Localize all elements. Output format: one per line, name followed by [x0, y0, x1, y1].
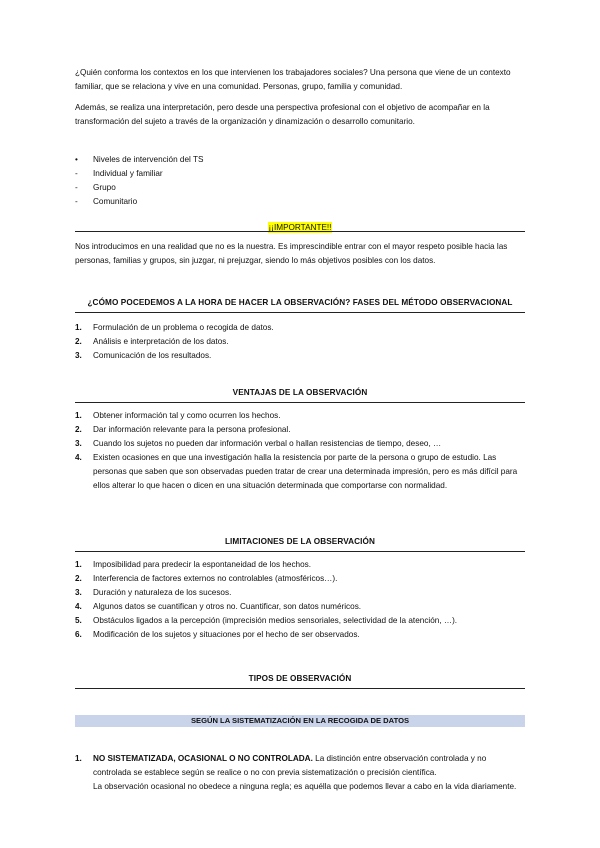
list-item	[75, 409, 525, 423]
list-item	[75, 335, 525, 349]
systematization-band: SEGÚN LA SISTEMATIZACIÓN EN LA RECOGIDA DE DATOS	[75, 715, 525, 727]
list-item	[75, 614, 525, 628]
list-item-text: Obtener información tal y como ocurren los hechos.	[93, 411, 281, 420]
list-item-text: Cuando los sujetos no pueden dar información verbal o hallan resistencias de tiempo, deseo, …	[93, 439, 442, 448]
divider	[75, 312, 525, 313]
list-item-text: Grupo	[93, 183, 116, 192]
limitations-list	[75, 558, 525, 642]
list-number: 5.	[75, 616, 82, 625]
list-item-text: Niveles de intervención del TS	[93, 155, 204, 164]
list-number: 3.	[75, 588, 82, 597]
types-item-1	[75, 752, 525, 794]
list-item	[75, 181, 525, 195]
types-heading: TIPOS DE OBSERVACIÓN	[248, 674, 352, 683]
list-item	[75, 195, 525, 209]
types-item-1-lead: NO SISTEMATIZADA, OCASIONAL O NO CONTROLADA.	[93, 754, 313, 763]
list-item-text: Imposibilidad para predecir la espontaneidad de los hechos.	[93, 560, 312, 569]
important-label: ¡¡IMPORTANTE!!	[268, 223, 332, 232]
list-item-text: Comunicación de los resultados.	[93, 351, 212, 360]
list-item-text: Interferencia de factores externos no controlables (atmosféricos…).	[93, 574, 338, 583]
list-number: 2.	[75, 337, 82, 346]
list-item	[75, 558, 525, 572]
intro-question-paragraph: ¿Quién conforma los contextos en los que intervienen los trabajadores sociales? Una persona que viene de un contexto familiar, que se relaciona y vive en una comunidad. Personas, grupo, familia y comunidad.	[75, 68, 511, 91]
advantages-heading: VENTAJAS DE LA OBSERVACIÓN	[232, 388, 368, 397]
types-item-1-text: La distinción entre observación controlada y no controlada se establece según se realice o no con previa sistematización o precisión científica.	[93, 754, 487, 777]
divider	[75, 688, 525, 689]
divider	[75, 402, 525, 403]
list-item	[75, 628, 525, 642]
list-item-text: Formulación de un problema o recogida de datos.	[93, 323, 274, 332]
types-item-1-extra: La observación ocasional no obedece a ninguna regla; es aquélla que podemos llevar a cabo en la vida diariamente.	[93, 782, 517, 791]
list-item-text: Comunitario	[93, 197, 138, 206]
list-item	[75, 321, 525, 335]
list-number: 4.	[75, 602, 82, 611]
list-number: 3.	[75, 439, 82, 448]
list-item-text: Existen ocasiones en que una investigación halla la resistencia por parte de la persona o grupo de estudio. Las personas que saben que son observadas pueden tratar de crear una determinada impresión, pero es más difícil para ellos alterar lo que hacen o dicen en una situación determinada que comportarse con normalidad.	[93, 453, 518, 490]
important-paragraph: Nos introducimos en una realidad que no es la nuestra. Es imprescindible entrar con el mayor respeto posible hacia las personas, familias y grupos, sin juzgar, ni prejuzgar, siendo lo más objetivos posibles con los datos.	[75, 242, 508, 265]
list-item-text: Modificación de los sujetos y situaciones por el hecho de ser observados.	[93, 630, 360, 639]
advantages-list	[75, 409, 525, 493]
list-item	[75, 600, 525, 614]
list-item	[75, 153, 525, 167]
list-item-text: Algunos datos se cuantifican y otros no. Cuantificar, son datos numéricos.	[93, 602, 362, 611]
list-item-text: Dar información relevante para la persona profesional.	[93, 425, 291, 434]
list-number: 1.	[75, 323, 82, 332]
list-number: 6.	[75, 630, 82, 639]
divider	[75, 231, 525, 232]
list-item	[75, 349, 525, 363]
phases-list	[75, 321, 525, 363]
limitations-heading: LIMITACIONES DE LA OBSERVACIÓN	[224, 537, 376, 546]
list-number: 1.	[75, 560, 82, 569]
list-item	[75, 437, 525, 451]
phases-heading: ¿CÓMO POCEDEMOS A LA HORA DE HACER LA OBSERVACIÓN? FASES DEL MÉTODO OBSERVACIONAL	[87, 298, 513, 307]
list-item	[75, 167, 525, 181]
divider	[75, 551, 525, 552]
dash-marker: -	[75, 183, 78, 192]
list-item	[75, 423, 525, 437]
dash-marker: -	[75, 169, 78, 178]
list-item-text: Individual y familiar	[93, 169, 163, 178]
list-item	[75, 586, 525, 600]
list-item-text: Análisis e interpretación de los datos.	[93, 337, 229, 346]
list-number: 1.	[75, 411, 82, 420]
list-number: 2.	[75, 574, 82, 583]
list-number: 1.	[75, 754, 82, 763]
list-number: 3.	[75, 351, 82, 360]
list-item	[75, 572, 525, 586]
list-item	[75, 451, 525, 493]
list-number: 4.	[75, 453, 82, 462]
bullet-marker: •	[75, 155, 78, 164]
dash-marker: -	[75, 197, 78, 206]
list-number: 2.	[75, 425, 82, 434]
levels-list	[75, 153, 525, 209]
list-item-text: Duración y naturaleza de los sucesos.	[93, 588, 232, 597]
intro-interpretation-paragraph: Además, se realiza una interpretación, pero desde una perspectiva profesional con el objetivo de acompañar en la transformación del sujeto a través de la organización y dinamización o desarrollo comunitario.	[75, 103, 490, 126]
list-item-text: Obstáculos ligados a la percepción (imprecisión medios sensoriales, selectividad de la atención, …).	[93, 616, 458, 625]
important-label-wrap	[0, 217, 600, 235]
